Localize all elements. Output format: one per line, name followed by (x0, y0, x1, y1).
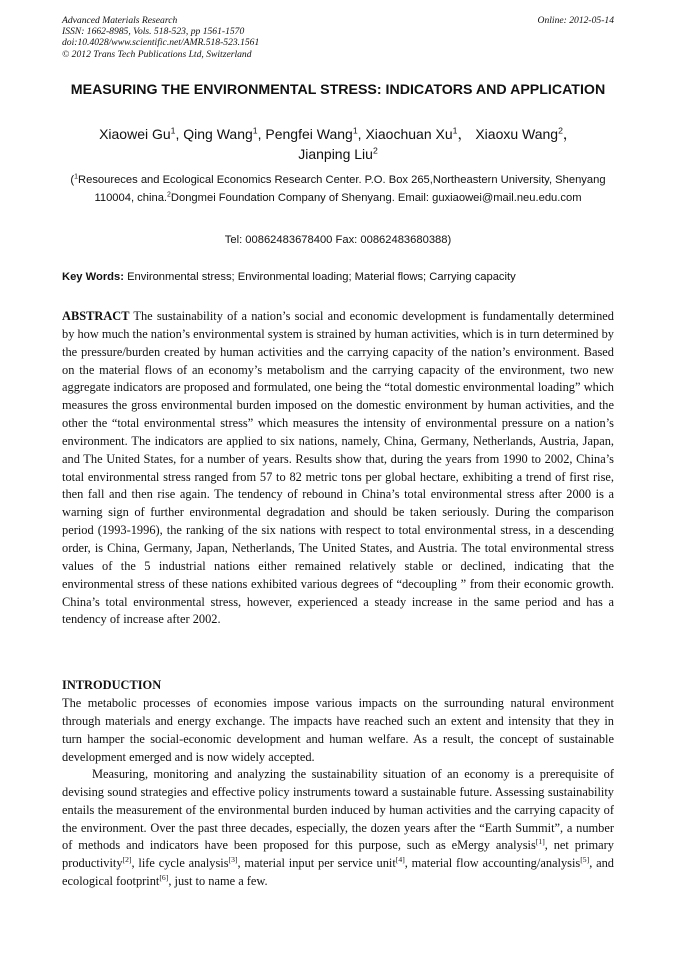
author-affiliation-mark: 2 (558, 125, 563, 136)
paragraph-text: , material flow accounting/analysis (404, 856, 581, 871)
paragraph-text: , net primary productivity (62, 838, 614, 871)
affiliation-open-paren: ( (70, 174, 75, 186)
paragraph-text: , just to name a few. (168, 874, 268, 889)
author-name: Xiaoxu Wang (475, 126, 559, 142)
introduction-heading: INTRODUCTION (62, 678, 162, 692)
author-affiliation-mark: 1 (352, 125, 358, 136)
author-name: Xiaowei Gu (99, 126, 171, 142)
keywords-text: Environmental stress; Environmental loading; Material flows; Carrying capacity (127, 271, 516, 283)
keywords-label: Key Words: (62, 271, 124, 283)
doi-line: doi:10.4028/www.scientific.net/AMR.518-523.1561 (62, 37, 260, 49)
paragraph-text: , and ecological footprint (62, 856, 614, 889)
citation-ref: [2] (122, 855, 132, 865)
author-affiliation-mark: 1 (170, 125, 176, 136)
citation-ref: [6] (159, 872, 169, 882)
author-list (62, 124, 614, 164)
online-date: Online: 2012-05-14 (537, 15, 614, 26)
citation-ref: [5] (580, 855, 590, 865)
journal-header (62, 15, 259, 60)
paragraph-text: , material input per service unit (237, 856, 396, 871)
citation-ref: [4] (395, 855, 405, 865)
author-name: Pengfei Wang (265, 126, 353, 142)
author-name: Qing Wang (183, 126, 253, 142)
paragraph-text: Measuring, monitoring and analyzing the sustainability situation of an economy is a prerequisite of devising sound strategies and effective policy instruments toward a sustainable future. Assessing sustainability entails the measurement of the environmental burden induced by human activities and the carrying capacity of the environment. Over the past three decades, especially, the dozen years after the “Earth Summit”, a number of methods and indicators have been proposed for this purpose, such as eMergy analysis (62, 767, 614, 853)
issn-line: ISSN: 1662-8985, Vols. 518-523, pp 1561-1570 (62, 26, 245, 38)
introduction-paragraph-1: The metabolic processes of economies impose various impacts on the surrounding natural environment through materials and energy exchange. The impacts have reached such an extent and intensity that they in turn hamper the social-economic development and human welfare. As a result, the concept of sustainable development emerged and is now widely accepted. (62, 696, 614, 764)
author-affiliation-mark: 2 (372, 145, 378, 156)
affiliation-2-text: Dongmei Foundation Company of Shenyang. Email: guxiaowei@mail.neu.edu.com (170, 191, 582, 204)
affiliation-mark: 2 (167, 190, 171, 198)
abstract-text: The sustainability of a nation’s social and economic development is fundamentally determined by how much the nation’s environmental system is strained by human activities, which is in turn determined by the pressure/burden created by human activities and the carrying capacity of the nation’s environment. Based on the material flows of an economy’s metabolism and the carrying capacity of the environment, two new aggregate indicators are proposed and formulated, one being the “total domestic environmental loading” which measures the gross environmental burden imposed on the domestic environment by human activities, and the other the “total environmental stress” which measures the intensity of environmental pressure on a nation’s environment. The indicators are applied to six nations, namely, China, Germany, Netherlands, Austria, Japan, and The United States, for a number of years. Results show that, during the years from 1990 to 2002, China’s total environmental stress ranged from 57 to 82 metric tons per global hectare, exhibiting a trend of first rise, then fall and then rise again. The tendency of rebound in China’s total environmental stress after 2000 is a warning sign of further environmental degradation and should be taken seriously. During the comparison period (1993-1996), the ranking of the six nations with respect to total environmental stress, in a descending order, is China, Germany, Japan, Netherlands, The United States, and Austria. The total environmental stress values of the 5 industrial nations either remained relatively stable or declined, indicating that the environmental stress of these nations exhibited various degrees of “decoupling ” from their economic growth. China’s total environmental stress, however, experienced a steady increase in the same period and has a tendency of increase after 2002. (62, 309, 615, 627)
copyright-line: © 2012 Trans Tech Publications Ltd, Switzerland (62, 48, 252, 60)
affiliation-1-text: Resoureces and Ecological Economics Research Center. P.O. Box 265,Northeastern University, Shenyang 110004, china. (78, 174, 617, 204)
author-separator: , (175, 126, 184, 142)
citation-ref: [3] (228, 855, 238, 865)
paper-title: MEASURING THE ENVIRONMENTAL STRESS: INDICATORS AND APPLICATION (70, 82, 606, 98)
affiliation-mark: 1 (74, 173, 79, 181)
citation-ref: [1] (535, 837, 545, 847)
abstract-paragraph (62, 308, 614, 629)
author-separator: ， (562, 126, 577, 142)
author-affiliation-mark: 1 (452, 125, 458, 136)
affiliation-block (62, 172, 617, 207)
keywords-line (62, 269, 614, 285)
author-separator: , (257, 126, 266, 142)
author-separator: ， (457, 126, 476, 142)
author-name: Xiaochuan Xu (365, 126, 453, 142)
introduction-paragraph-2 (62, 766, 614, 891)
author-affiliation-mark: 1 (252, 125, 258, 136)
journal-name: Advanced Materials Research (62, 15, 178, 26)
abstract-label: ABSTRACT (62, 309, 130, 323)
contact-line: Tel: 00862483678400 Fax: 00862483680388) (224, 234, 452, 246)
author-name: Jianping Liu (298, 146, 373, 162)
paragraph-text: , life cycle analysis (131, 856, 229, 871)
author-separator: , (357, 126, 366, 142)
